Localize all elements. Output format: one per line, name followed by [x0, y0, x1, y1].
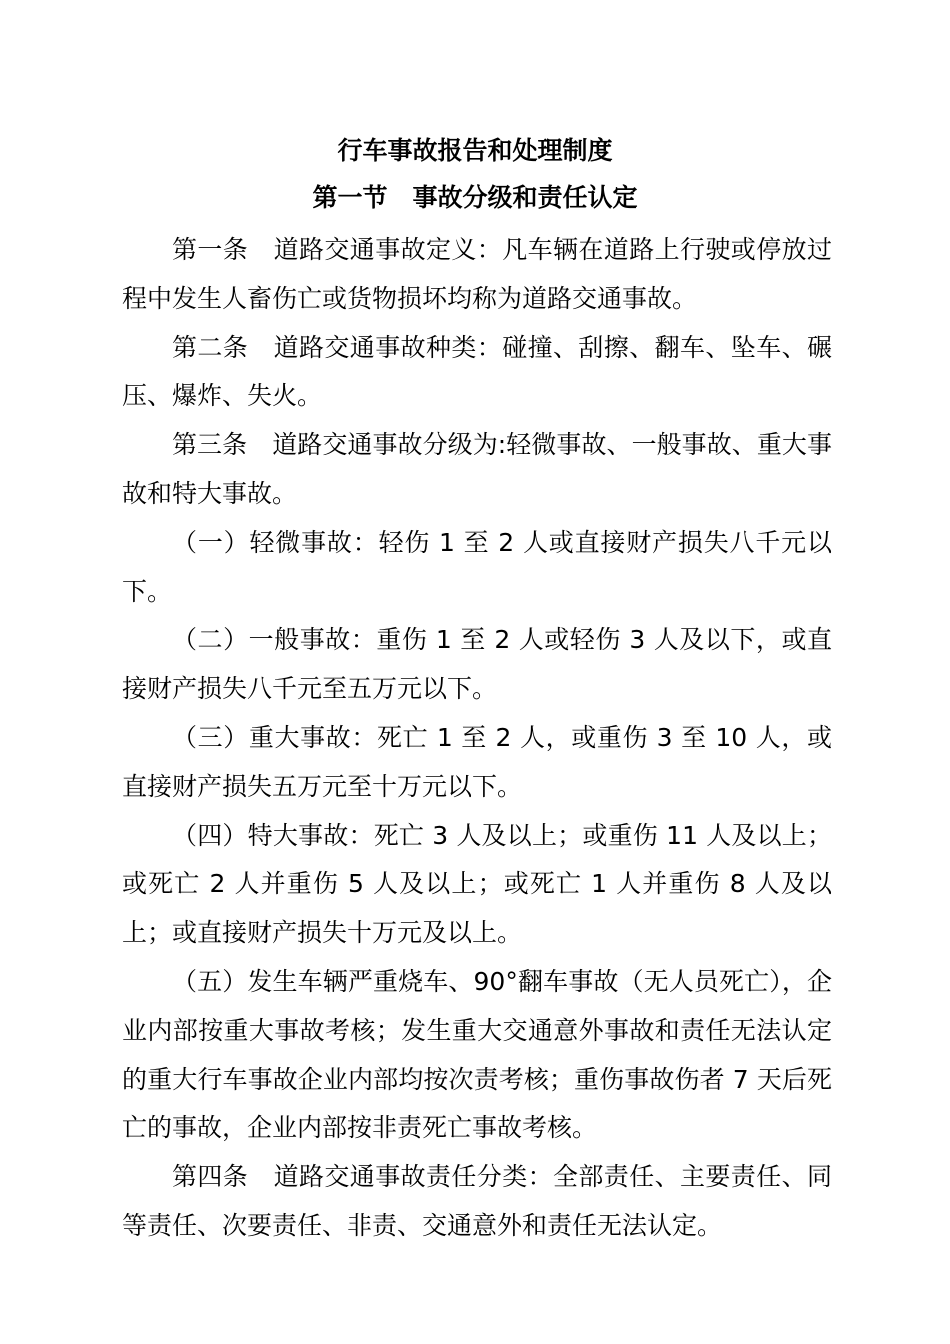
section-heading: 第一节 事故分级和责任认定 [312, 183, 638, 212]
clause-1-minor-accident: （一）轻微事故：轻伤 1 至 2 人或直接财产损失八千元以下。 [122, 527, 832, 606]
clause-2-general-accident: （二）一般事故：重伤 1 至 2 人或轻伤 3 人及以下，或直接财产损失八千元至五万元以下。 [122, 625, 832, 704]
document-body [122, 226, 832, 1251]
article-1-paragraph: 第一条 道路交通事故定义：凡车辆在道路上行驶或停放过程中发生人畜伤亡或货物损坏均称为道路交通事故。 [122, 235, 832, 313]
clause-5-internal-assessment: （五）发生车辆严重烧车、90°翻车事故（无人员死亡），企业内部按重大事故考核；发生重大交通意外事故和责任无法认定的重大行车事故企业内部均按次责考核；重伤事故伤者 7 天后死亡的事故，企业内部按非责死亡事故考核。 [122, 966, 832, 1143]
clause-4-severe-accident: （四）特大事故：死亡 3 人及以上；或重伤 11 人及以上；或死亡 2 人并重伤 5 人及以上；或死亡 1 人并重伤 8 人及以上；或直接财产损失十万元及以上。 [122, 820, 832, 948]
clause-3-major-accident: （三）重大事故：死亡 1 至 2 人，或重伤 3 至 10 人，或直接财产损失五万元至十万元以下。 [122, 722, 832, 801]
article-3-paragraph: 第三条 道路交通事故分级为:轻微事故、一般事故、重大事故和特大事故。 [122, 430, 832, 508]
article-4-paragraph: 第四条 道路交通事故责任分类：全部责任、主要责任、同等责任、次要责任、非责、交通意外和责任无法认定。 [122, 1162, 832, 1240]
article-2-paragraph: 第二条 道路交通事故种类：碰撞、刮擦、翻车、坠车、碾压、爆炸、失火。 [122, 332, 832, 411]
document-title: 行车事故报告和处理制度 [337, 136, 613, 165]
